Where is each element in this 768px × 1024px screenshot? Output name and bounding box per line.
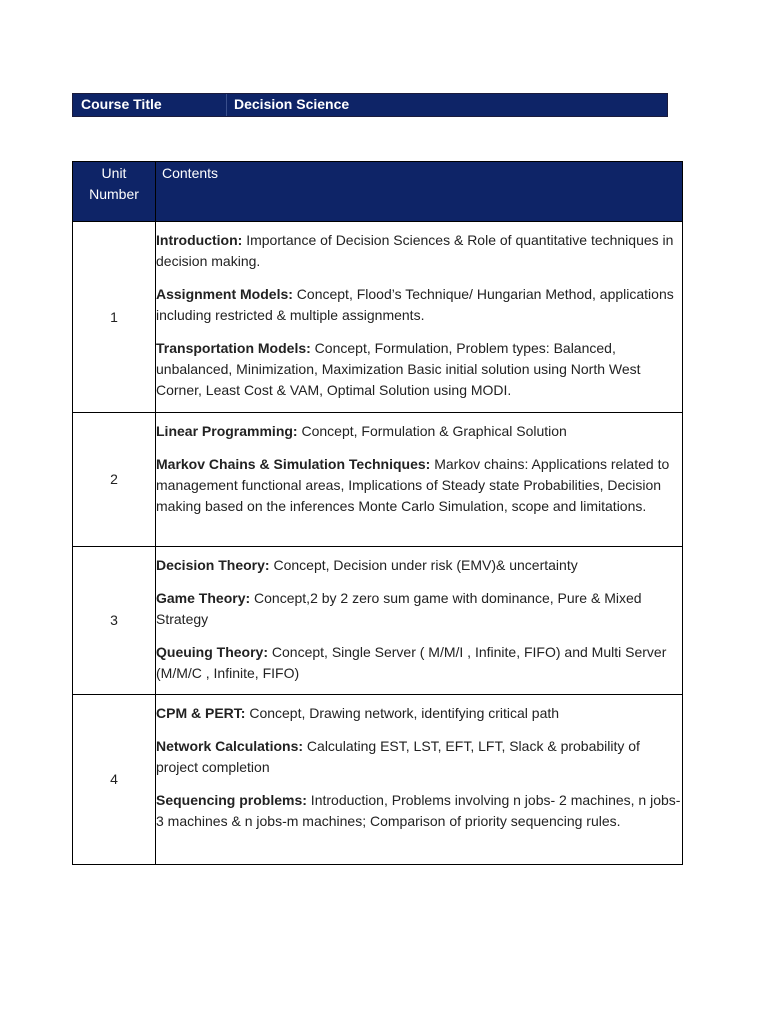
topic-text: Markov chains: Applications related to management functional areas, Implications of Steady state Probabilities, Decision making based on the inferences Monte Carlo Simulation, scope and limitations.: [156, 456, 670, 514]
syllabus-table: [72, 161, 683, 865]
topic-item: [156, 230, 682, 272]
table-row: [73, 547, 683, 695]
unit-number-cell: 2: [73, 413, 156, 547]
topic-item: [156, 284, 682, 326]
topic-heading: Sequencing problems:: [156, 792, 307, 808]
course-title-value: Decision Science: [234, 96, 350, 112]
course-title-label: Course Title: [73, 94, 227, 116]
topic-text: Concept, Decision under risk (EMV)& uncertainty: [269, 557, 578, 573]
topic-text: Concept, Formulation & Graphical Solution: [297, 423, 567, 439]
topic-heading: Linear Programming:: [156, 423, 298, 439]
topic-text: Importance of Decision Sciences & Role of quantitative techniques in decision making.: [156, 232, 674, 269]
topic-text: Introduction, Problems involving n jobs- 2 machines, n jobs- 3 machines & n jobs-m machines; Comparison of priority sequencing rules.: [156, 792, 681, 829]
unit-header-line1: Unit: [101, 165, 127, 181]
topic-text: Concept, Drawing network, identifying critical path: [245, 705, 560, 721]
topic-heading: Network Calculations:: [156, 738, 304, 754]
unit-number-cell: 4: [73, 695, 156, 865]
contents-cell: [156, 222, 683, 413]
topic-heading: Game Theory:: [156, 590, 251, 606]
topic-heading: Decision Theory:: [156, 557, 270, 573]
topic-heading: CPM & PERT:: [156, 705, 246, 721]
topic-item: [156, 555, 682, 576]
topic-item: [156, 338, 682, 401]
topic-heading: Transportation Models:: [156, 340, 311, 356]
table-row: [73, 695, 683, 865]
topic-item: [156, 588, 682, 630]
topic-heading: Introduction:: [156, 232, 243, 248]
topic-text: Concept,2 by 2 zero sum game with dominance, Pure & Mixed Strategy: [156, 590, 642, 627]
table-row: [73, 222, 683, 413]
topic-item: [156, 790, 682, 832]
unit-number-header: [73, 162, 156, 222]
topic-heading: Markov Chains & Simulation Techniques:: [156, 456, 431, 472]
contents-header: Contents: [156, 162, 683, 222]
contents-cell: [156, 413, 683, 547]
topic-text: Concept, Flood’s Technique/ Hungarian Method, applications including restricted & multiple assignments.: [156, 286, 674, 323]
table-header-row: [73, 162, 683, 222]
topic-heading: Queuing Theory:: [156, 644, 268, 660]
unit-number-cell: 1: [73, 222, 156, 413]
topic-item: [156, 421, 682, 442]
topic-text: Calculating EST, LST, EFT, LFT, Slack & probability of project completion: [156, 738, 640, 775]
topic-text: Concept, Single Server ( M/M/I , Infinite, FIFO) and Multi Server (M/M/C , Infinite, FIFO): [156, 644, 667, 681]
course-title-bar: [72, 93, 668, 117]
unit-header-line2: Number: [89, 186, 139, 202]
topic-item: [156, 703, 682, 724]
table-row: [73, 413, 683, 547]
unit-number-cell: 3: [73, 547, 156, 695]
contents-cell: [156, 547, 683, 695]
topic-text: Concept, Formulation, Problem types: Balanced, unbalanced, Minimization, Maximization Basic initial solution using North West Corner, Least Cost & VAM, Optimal Solution using MODI.: [156, 340, 641, 398]
topic-heading: Assignment Models:: [156, 286, 293, 302]
topic-item: [156, 642, 682, 684]
topic-item: [156, 454, 682, 517]
contents-cell: [156, 695, 683, 865]
topic-item: [156, 736, 682, 778]
